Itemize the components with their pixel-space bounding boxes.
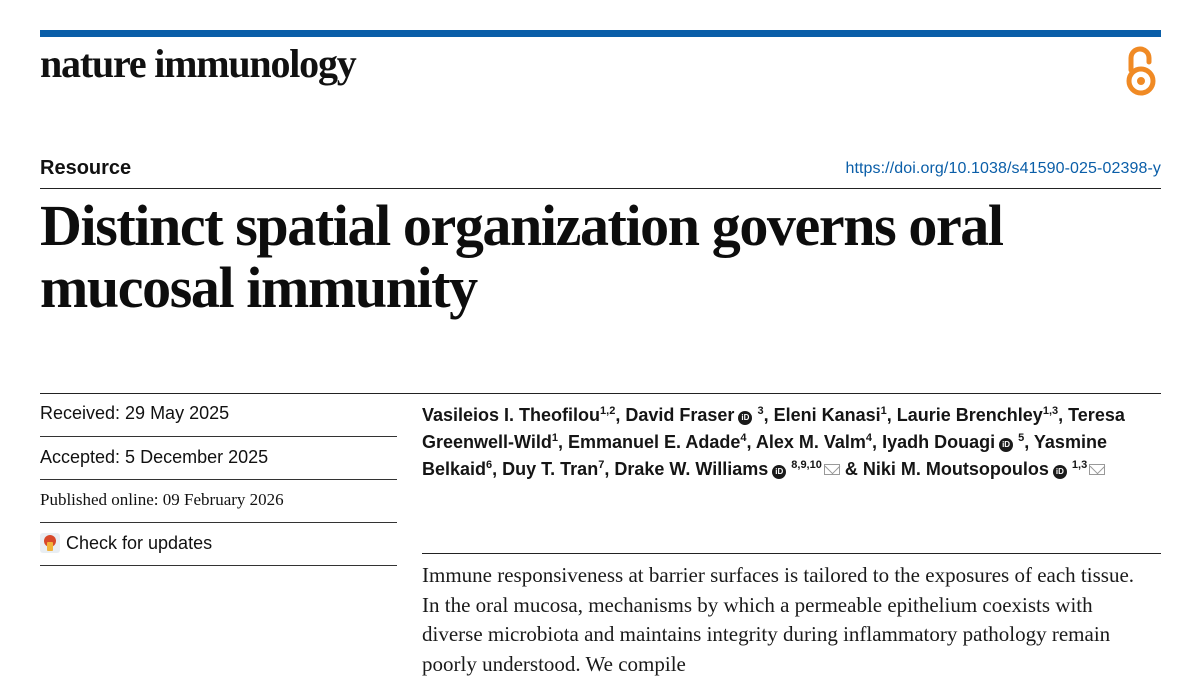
- title-top-rule: [40, 188, 1161, 189]
- accepted-date: Accepted: 5 December 2025: [40, 436, 397, 479]
- author-affiliation[interactable]: 1,2: [600, 405, 616, 417]
- author-affiliation[interactable]: 1: [551, 432, 558, 444]
- received-date: Received: 29 May 2025: [40, 403, 230, 423]
- author-entry: [756, 432, 872, 452]
- author-separator: ,: [604, 459, 615, 479]
- author-affiliation[interactable]: 6: [486, 459, 493, 471]
- check-for-updates-label: Check for updates: [66, 533, 213, 553]
- published-date: Published online: 09 February 2026: [40, 479, 397, 522]
- orcid-icon[interactable]: iD: [738, 411, 752, 425]
- author-name[interactable]: Teresa Greenwell-Wild: [422, 405, 1125, 452]
- author-list: [422, 402, 1162, 483]
- author-separator: ,: [763, 405, 774, 425]
- author-entry: [863, 459, 1105, 479]
- author-affiliation[interactable]: 1,3: [1042, 405, 1059, 417]
- abstract-text: Immune responsiveness at barrier surfaces is tailored to the exposures of each tissue. In the oral mucosa, mechanisms by which a permeable epithelium coexists with diverse microbiota and maintains integrity during inflammatory pathology remain poorly understood. We compile: [422, 563, 1135, 676]
- author-affiliation[interactable]: 7: [598, 459, 605, 471]
- author-name[interactable]: Niki M. Moutsopoulos: [862, 459, 1049, 479]
- check-for-updates-button[interactable]: [40, 522, 397, 566]
- author-entry: [614, 459, 840, 479]
- journal-header-bar: [40, 30, 1161, 37]
- author-entry: [502, 459, 604, 479]
- open-access-icon: [1121, 44, 1161, 98]
- author-entry: [422, 405, 615, 425]
- author-name[interactable]: Yasmine Belkaid: [422, 432, 1107, 479]
- author-entry: [625, 405, 763, 425]
- author-entry: [774, 405, 887, 425]
- author-separator: &: [839, 459, 863, 479]
- author-name[interactable]: Alex M. Valm: [755, 432, 866, 452]
- article-type: Resource: [40, 157, 132, 179]
- author-name[interactable]: David Fraser: [625, 405, 735, 425]
- author-separator: ,: [886, 405, 897, 425]
- author-separator: ,: [492, 459, 503, 479]
- author-affiliation[interactable]: 8,9,10: [791, 459, 822, 471]
- check-for-updates-icon: [40, 533, 60, 553]
- author-name[interactable]: Duy T. Tran: [502, 459, 599, 479]
- author-name[interactable]: Eleni Kanasi: [773, 405, 881, 425]
- author-affiliation[interactable]: 5: [1018, 432, 1025, 444]
- author-affiliation[interactable]: 1: [880, 405, 887, 417]
- author-separator: ,: [557, 432, 568, 452]
- orcid-icon[interactable]: iD: [1053, 465, 1067, 479]
- author-affiliation[interactable]: 4: [865, 432, 873, 444]
- author-name[interactable]: Iyadh Douagi: [882, 432, 996, 452]
- author-affiliation[interactable]: 4: [740, 432, 747, 444]
- orcid-icon[interactable]: iD: [999, 438, 1013, 452]
- author-separator: ,: [746, 432, 756, 452]
- article-title: Distinct spatial organization governs oral mucosal immunity: [40, 193, 1003, 320]
- author-affiliation[interactable]: 3: [757, 405, 764, 417]
- author-name[interactable]: Laurie Brenchley: [896, 405, 1043, 425]
- abstract-top-rule: [422, 553, 1161, 554]
- author-name[interactable]: Drake W. Williams: [614, 459, 769, 479]
- orcid-icon[interactable]: iD: [772, 465, 786, 479]
- author-name[interactable]: Vasileios I. Theofilou: [422, 405, 601, 425]
- doi-link[interactable]: https://doi.org/10.1038/s41590-025-02398-y: [845, 160, 1161, 177]
- author-entry: [897, 405, 1058, 425]
- email-icon[interactable]: [824, 464, 840, 475]
- author-separator: ,: [872, 432, 883, 452]
- journal-name[interactable]: nature immunology: [40, 41, 356, 86]
- email-icon[interactable]: [1089, 464, 1105, 475]
- author-name[interactable]: Emmanuel E. Adade: [568, 432, 741, 452]
- article-dates: [40, 393, 397, 566]
- author-affiliation[interactable]: 1,3: [1071, 459, 1088, 471]
- author-separator: ,: [615, 405, 626, 425]
- author-entry: [568, 432, 747, 452]
- author-separator: ,: [1024, 432, 1034, 452]
- author-separator: ,: [1058, 405, 1069, 425]
- author-entry: [882, 432, 1024, 452]
